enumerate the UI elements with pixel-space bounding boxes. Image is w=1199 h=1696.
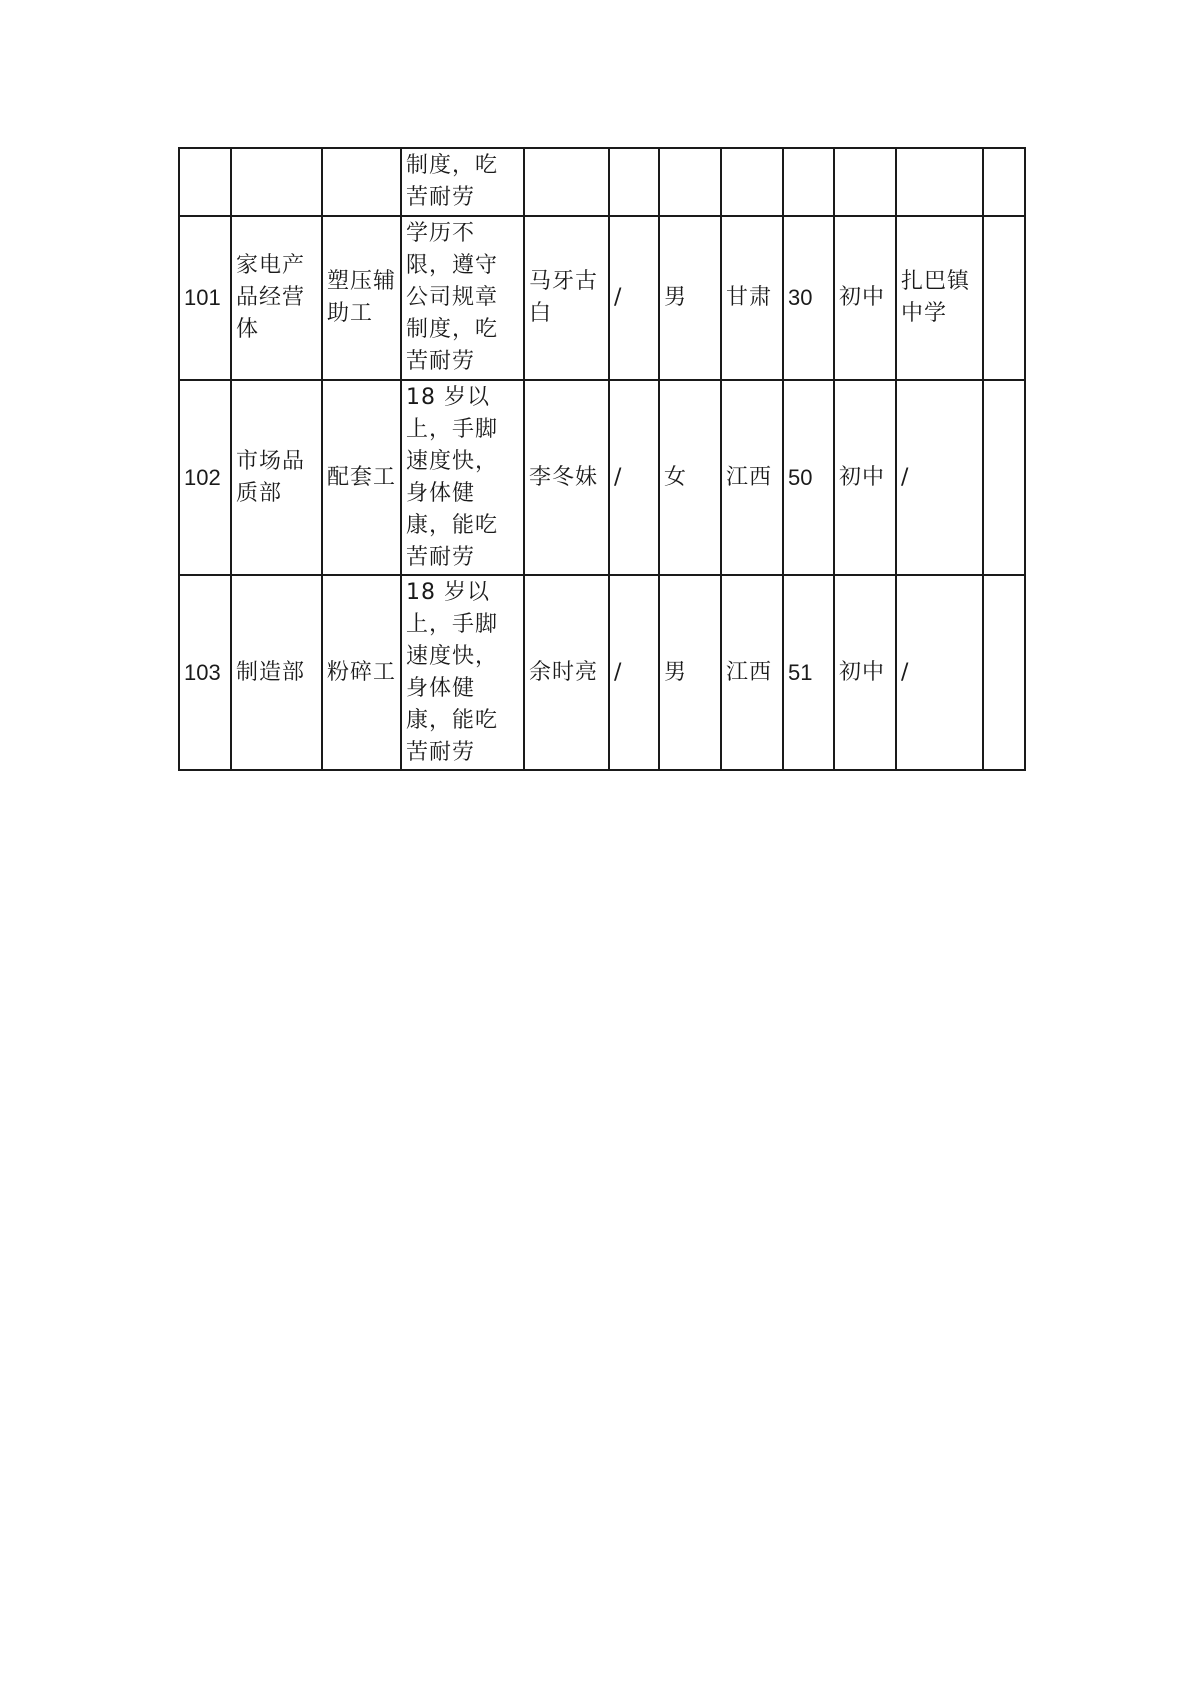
cell-education: 初中 — [834, 216, 896, 380]
cell-province: 江西 — [721, 575, 783, 770]
table-row — [179, 216, 1025, 380]
cell-province: 江西 — [721, 380, 783, 575]
cell-gender: 男 — [659, 216, 721, 380]
cell-age — [783, 148, 834, 216]
cell-requirement: 学历不限，遵守公司规章制度，吃苦耐劳 — [401, 216, 524, 380]
cell-school: / — [896, 575, 983, 770]
cell-requirement: 18 岁以上，手脚速度快，身体健康，能吃苦耐劳 — [401, 575, 524, 770]
cell-age: 51 — [783, 575, 834, 770]
cell-position: 粉碎工 — [322, 575, 401, 770]
cell-position: 塑压辅助工 — [322, 216, 401, 380]
cell-dept: 家电产品经营体 — [231, 216, 322, 380]
cell-dept: 市场品质部 — [231, 380, 322, 575]
cell-slash: / — [609, 216, 659, 380]
cell-requirement: 18 岁以上，手脚速度快，身体健康，能吃苦耐劳 — [401, 380, 524, 575]
cell-school — [896, 148, 983, 216]
cell-gender: 男 — [659, 575, 721, 770]
recruitment-table — [178, 147, 1026, 771]
table-row — [179, 148, 1025, 216]
cell-slash — [609, 148, 659, 216]
cell-name: 李冬妹 — [524, 380, 609, 575]
cell-age: 30 — [783, 216, 834, 380]
cell-requirement: 制度，吃苦耐劳 — [401, 148, 524, 216]
cell-dept: 制造部 — [231, 575, 322, 770]
cell-slash: / — [609, 380, 659, 575]
cell-dept — [231, 148, 322, 216]
cell-extra — [983, 380, 1025, 575]
cell-no — [179, 148, 231, 216]
table-row — [179, 380, 1025, 575]
cell-position — [322, 148, 401, 216]
cell-no: 103 — [179, 575, 231, 770]
cell-extra — [983, 575, 1025, 770]
cell-extra — [983, 216, 1025, 380]
cell-school: 扎巴镇中学 — [896, 216, 983, 380]
cell-no: 101 — [179, 216, 231, 380]
cell-education: 初中 — [834, 575, 896, 770]
cell-name — [524, 148, 609, 216]
cell-slash: / — [609, 575, 659, 770]
cell-name: 马牙古白 — [524, 216, 609, 380]
cell-province — [721, 148, 783, 216]
cell-education: 初中 — [834, 380, 896, 575]
cell-province: 甘肃 — [721, 216, 783, 380]
cell-education — [834, 148, 896, 216]
cell-gender: 女 — [659, 380, 721, 575]
cell-school: / — [896, 380, 983, 575]
cell-name: 余时亮 — [524, 575, 609, 770]
cell-extra — [983, 148, 1025, 216]
cell-no: 102 — [179, 380, 231, 575]
cell-gender — [659, 148, 721, 216]
cell-age: 50 — [783, 380, 834, 575]
table-row — [179, 575, 1025, 770]
cell-position: 配套工 — [322, 380, 401, 575]
